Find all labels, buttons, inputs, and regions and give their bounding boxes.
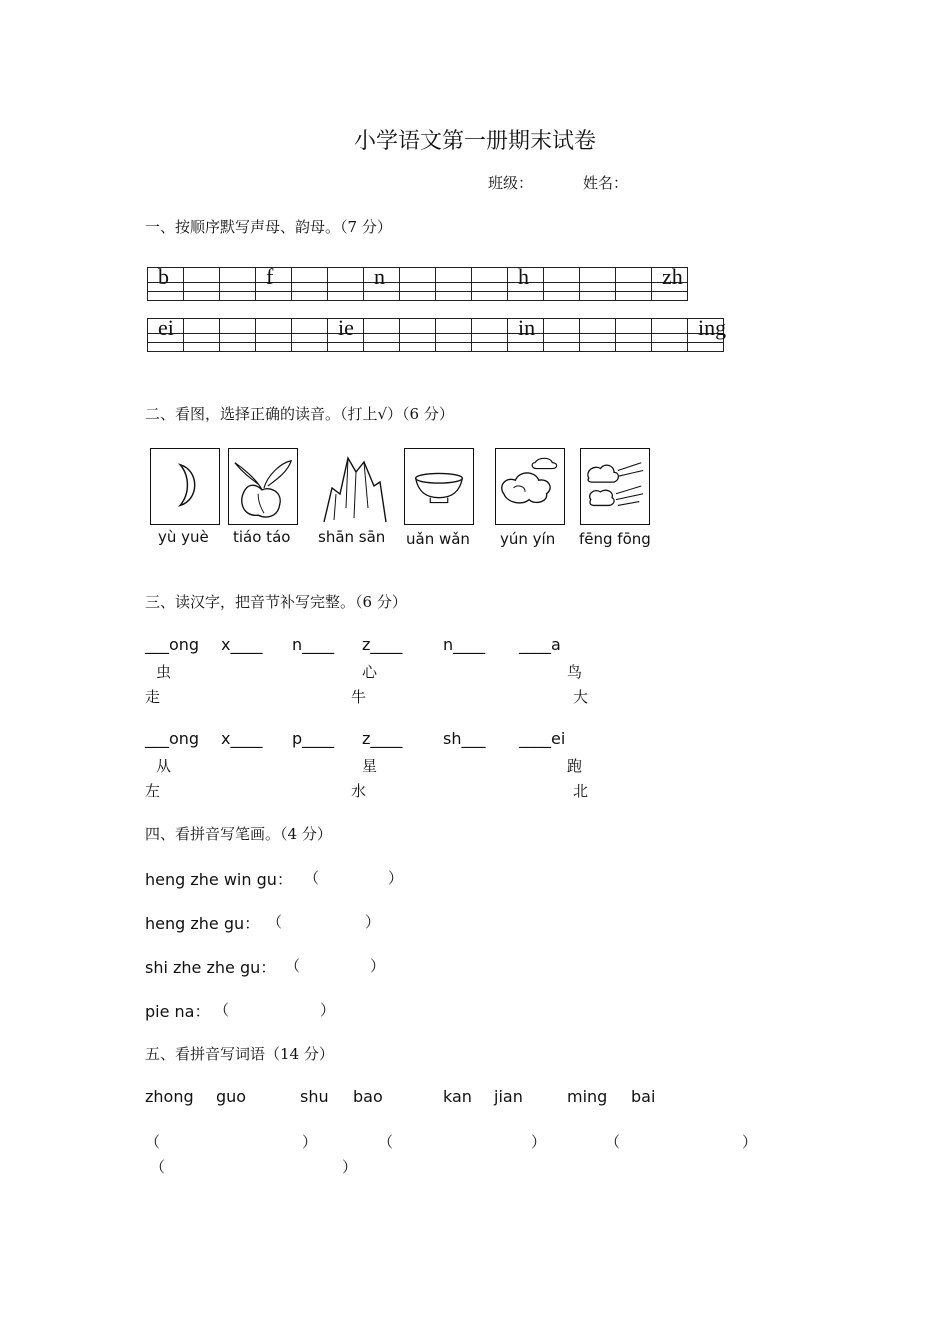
answer-open-paren: （ xyxy=(304,869,320,887)
q1-heading: 一、按顺序默写声母、韵母。（7 分） xyxy=(145,218,392,236)
word-pinyin: shu xyxy=(300,1087,329,1106)
grid-cell xyxy=(148,343,184,352)
page-title: 小学语文第一册期末试卷 xyxy=(353,129,596,154)
grid-cell xyxy=(256,319,292,334)
syllable-blank: z____ xyxy=(362,635,403,654)
grid-cell xyxy=(364,343,400,352)
grid-letter: zh xyxy=(662,264,683,289)
grid-cell xyxy=(616,334,652,343)
bowl-icon xyxy=(404,448,474,525)
grid-cell xyxy=(580,283,616,292)
grid-cell xyxy=(544,292,580,301)
grid-cell xyxy=(436,283,472,292)
grid-cell xyxy=(400,343,436,352)
grid-cell xyxy=(148,292,184,301)
grid-cell xyxy=(436,319,472,334)
grid-cell xyxy=(544,334,580,343)
grid-letter: ie xyxy=(338,315,354,340)
grid-cell xyxy=(400,319,436,334)
grid-cell xyxy=(220,283,256,292)
syllable-blank: n____ xyxy=(292,635,335,654)
pic-pinyin-peach: tiáo táo xyxy=(233,528,291,546)
q2-heading: 二、看图，选择正确的读音。（打上√）（6 分） xyxy=(145,405,454,423)
grid-cell xyxy=(400,292,436,301)
hanzi-char: 跑 xyxy=(567,757,583,775)
grid-cell xyxy=(652,292,688,301)
grid-cell xyxy=(436,292,472,301)
grid-cell xyxy=(328,292,364,301)
grid-cell xyxy=(220,292,256,301)
grid-cell xyxy=(472,334,508,343)
pic-pinyin-wind: fēng fōng xyxy=(579,530,651,548)
grid-cell xyxy=(652,264,688,289)
grid-cell xyxy=(652,334,688,343)
grid-cell xyxy=(616,268,652,283)
hanzi-char: 走 xyxy=(145,688,161,706)
q5-heading: 五、看拼音写词语（14 分） xyxy=(145,1045,334,1063)
grid-cell xyxy=(184,292,220,301)
grid-cell xyxy=(508,343,544,352)
answer-close-paren: ） xyxy=(531,1133,547,1151)
word-pinyin: jian xyxy=(494,1087,523,1106)
class-label: 班级： xyxy=(488,174,534,192)
grid-cell xyxy=(580,343,616,352)
word-pinyin: kan xyxy=(443,1087,472,1106)
hanzi-char: 从 xyxy=(156,757,172,775)
grid-cell xyxy=(292,268,328,283)
stroke-pinyin: pie na： xyxy=(145,1002,211,1021)
grid-letter: in xyxy=(518,315,536,340)
grid-cell xyxy=(472,292,508,301)
grid-cell xyxy=(472,343,508,352)
grid-cell xyxy=(220,268,256,283)
syllable-blank: ____ei xyxy=(519,729,566,748)
finals-grid xyxy=(147,315,727,352)
word-pinyin: zhong xyxy=(145,1087,194,1106)
hanzi-char: 心 xyxy=(362,663,378,681)
grid-cell xyxy=(688,315,727,340)
grid-cell xyxy=(400,283,436,292)
hanzi-char: 大 xyxy=(573,688,589,706)
grid-cell xyxy=(256,334,292,343)
syllable-blank: z____ xyxy=(362,729,403,748)
grid-cell xyxy=(364,319,400,334)
hanzi-char: 鸟 xyxy=(567,663,583,681)
grid-cell xyxy=(220,343,256,352)
grid-cell xyxy=(328,268,364,283)
hanzi-char: 水 xyxy=(351,782,367,800)
grid-cell xyxy=(256,292,292,301)
grid-cell xyxy=(364,292,400,301)
answer-open-paren: （ xyxy=(285,957,301,975)
grid-cell xyxy=(292,319,328,334)
syllable-blank: p____ xyxy=(292,729,335,748)
word-pinyin: bao xyxy=(353,1087,383,1106)
grid-cell xyxy=(544,283,580,292)
grid-cell xyxy=(220,334,256,343)
answer-close-paren: ） xyxy=(388,869,404,887)
grid-cell xyxy=(580,268,616,283)
grid-cell xyxy=(148,264,184,289)
hanzi-char: 牛 xyxy=(351,688,367,706)
grid-cell xyxy=(436,343,472,352)
mountain-icon xyxy=(320,448,390,525)
grid-cell xyxy=(256,264,292,289)
grid-cell xyxy=(184,283,220,292)
q4-heading: 四、看拼音写笔画。（4 分） xyxy=(145,825,332,843)
grid-cell xyxy=(472,268,508,283)
word-pinyin: ming xyxy=(567,1087,608,1106)
word-pinyin: guo xyxy=(216,1087,247,1106)
grid-cell xyxy=(292,334,328,343)
moon-icon xyxy=(150,448,220,525)
syllable-blank: ___ong xyxy=(145,729,200,748)
answer-close-paren: ） xyxy=(342,1158,358,1176)
grid-cell xyxy=(652,319,688,334)
grid-cell xyxy=(148,315,184,340)
answer-open-paren: （ xyxy=(150,1158,166,1176)
syllable-blank: ___ong xyxy=(145,635,200,654)
grid-letter: f xyxy=(266,264,274,289)
syllable-blank: n____ xyxy=(443,635,486,654)
wind-icon xyxy=(580,448,650,525)
grid-cell xyxy=(328,315,364,340)
grid-cell xyxy=(652,343,688,352)
hanzi-char: 星 xyxy=(362,757,378,775)
pic-pinyin-mountain: shān sān xyxy=(318,528,386,546)
grid-cell xyxy=(256,283,292,292)
hanzi-char: 左 xyxy=(145,782,161,800)
stroke-pinyin: heng zhe win gu： xyxy=(145,870,293,889)
grid-cell xyxy=(400,334,436,343)
answer-open-paren: （ xyxy=(145,1133,161,1151)
answer-close-paren: ） xyxy=(320,1001,336,1019)
grid-cell xyxy=(616,292,652,301)
grid-letter: h xyxy=(518,264,529,289)
cloud-icon xyxy=(495,448,565,525)
grid-letter: b xyxy=(158,264,169,289)
grid-cell xyxy=(508,315,544,340)
grid-cell xyxy=(364,264,400,289)
stroke-pinyin: shi zhe zhe gu： xyxy=(145,958,277,977)
grid-cell xyxy=(364,334,400,343)
pic-pinyin-cloud: yún yín xyxy=(500,530,556,548)
grid-cell xyxy=(508,292,544,301)
grid-cell xyxy=(616,319,652,334)
syllable-blank: ____a xyxy=(519,635,561,654)
syllable-blank: sh___ xyxy=(443,729,486,748)
grid-letter: ing xyxy=(698,315,727,340)
grid-cell xyxy=(328,343,364,352)
grid-cell xyxy=(184,268,220,283)
pic-pinyin-moon: yù yuè xyxy=(158,528,209,546)
grid-cell xyxy=(544,268,580,283)
answer-close-paren: ） xyxy=(365,913,381,931)
grid-cell xyxy=(472,319,508,334)
hanzi-char: 北 xyxy=(573,782,589,800)
grid-letter: ei xyxy=(158,315,174,340)
grid-cell xyxy=(544,343,580,352)
grid-cell xyxy=(580,334,616,343)
grid-cell xyxy=(220,319,256,334)
grid-cell xyxy=(400,268,436,283)
answer-open-paren: （ xyxy=(378,1133,394,1151)
grid-cell xyxy=(688,343,724,352)
pic-pinyin-bowl: uǎn wǎn xyxy=(406,530,470,548)
answer-open-paren: （ xyxy=(267,913,283,931)
initials-grid xyxy=(147,264,688,301)
name-label: 姓名： xyxy=(583,174,629,192)
stroke-pinyin: heng zhe gu： xyxy=(145,914,261,933)
grid-cell xyxy=(616,283,652,292)
hanzi-char: 虫 xyxy=(156,663,172,681)
answer-close-paren: ） xyxy=(302,1133,318,1151)
grid-cell xyxy=(436,268,472,283)
grid-cell xyxy=(184,343,220,352)
answer-open-paren: （ xyxy=(214,1001,230,1019)
grid-cell xyxy=(580,292,616,301)
grid-cell xyxy=(256,343,292,352)
grid-letter: n xyxy=(374,264,385,289)
answer-open-paren: （ xyxy=(605,1133,621,1151)
grid-cell xyxy=(292,343,328,352)
grid-cell xyxy=(184,319,220,334)
answer-close-paren: ） xyxy=(742,1133,758,1151)
grid-cell xyxy=(544,319,580,334)
syllable-blank: x____ xyxy=(221,729,263,748)
grid-cell xyxy=(436,334,472,343)
grid-cell xyxy=(616,343,652,352)
grid-cell xyxy=(508,264,544,289)
word-pinyin: bai xyxy=(631,1087,656,1106)
grid-cell xyxy=(292,292,328,301)
answer-close-paren: ） xyxy=(370,957,386,975)
grid-cell xyxy=(472,283,508,292)
grid-cell xyxy=(184,334,220,343)
grid-cell xyxy=(292,283,328,292)
q3-heading: 三、读汉字，把音节补写完整。（6 分） xyxy=(145,593,407,611)
peach-icon xyxy=(228,448,298,525)
grid-cell xyxy=(580,319,616,334)
syllable-blank: x____ xyxy=(221,635,263,654)
grid-cell xyxy=(328,283,364,292)
